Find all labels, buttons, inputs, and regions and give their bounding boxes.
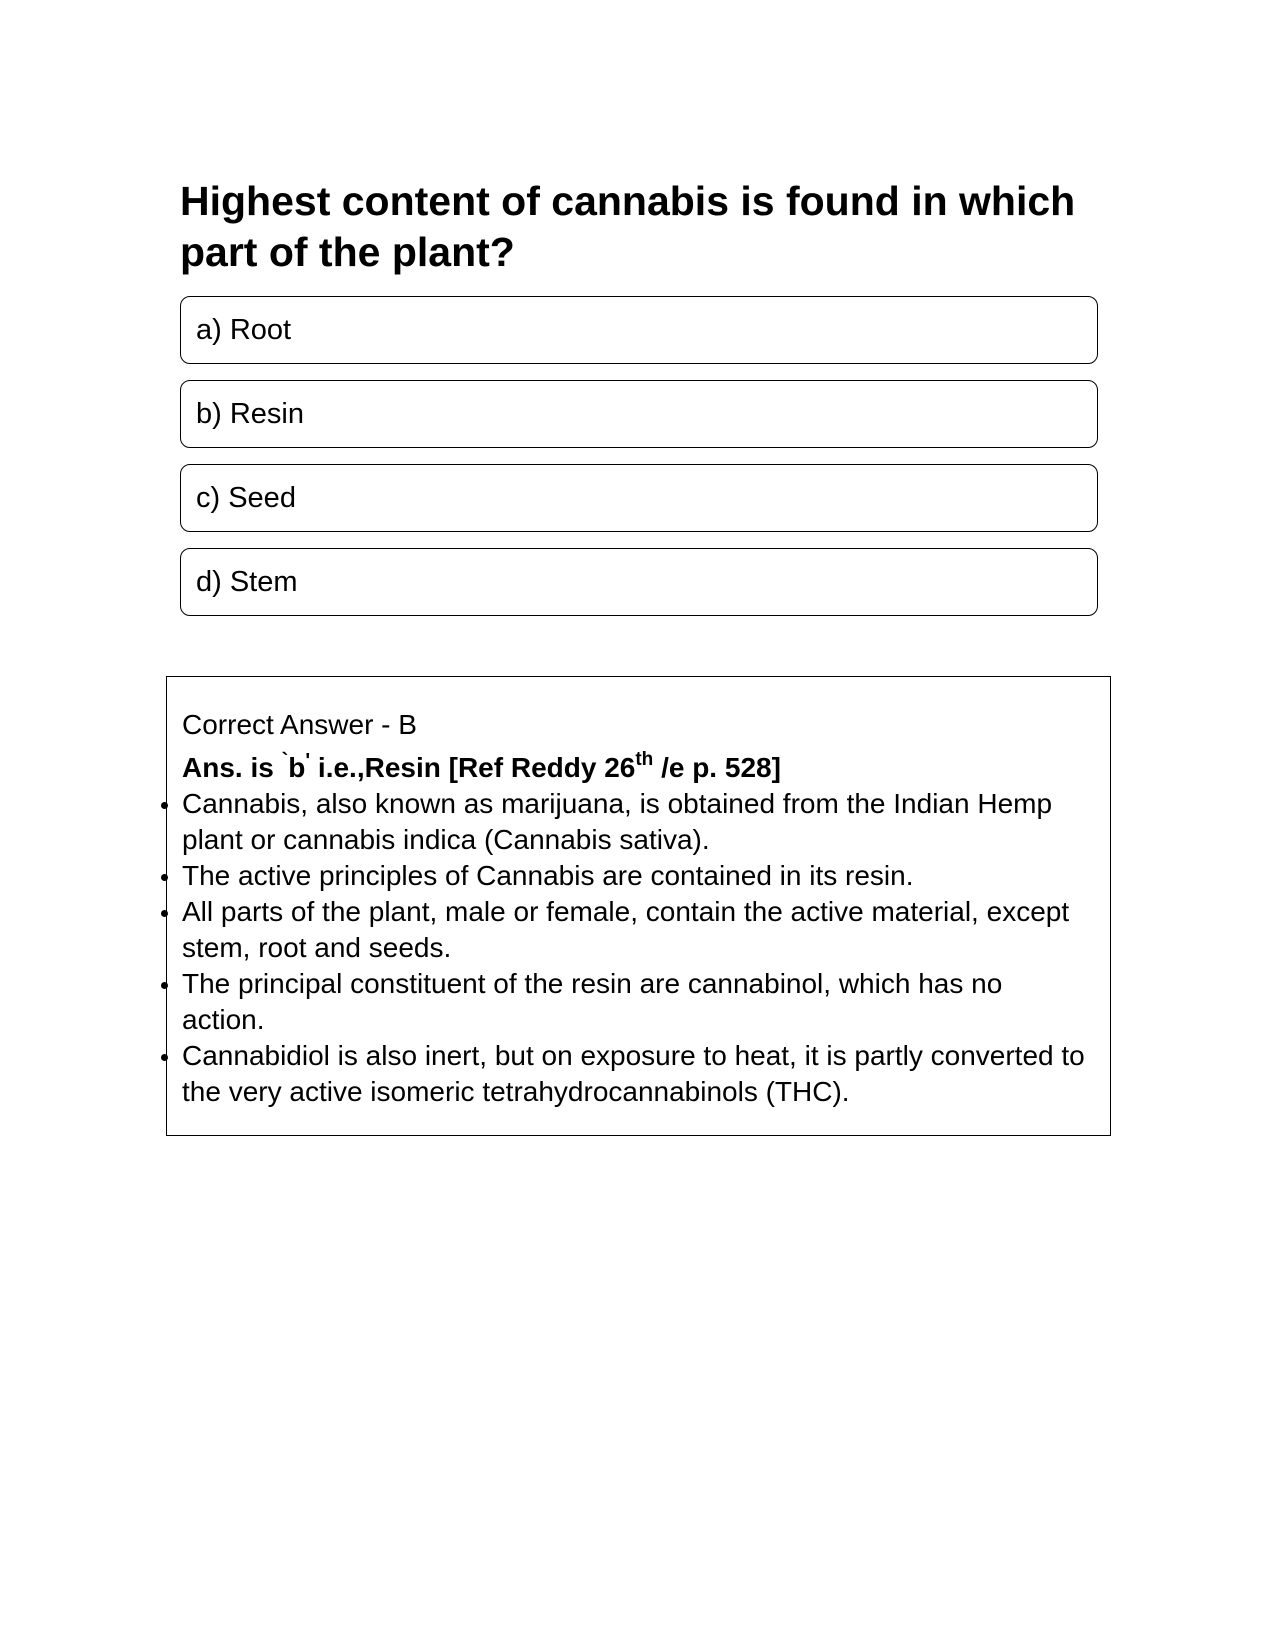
ref-suffix: /e p. 528] <box>653 752 781 783</box>
answer-reference <box>182 743 1090 786</box>
question-block <box>180 176 1100 632</box>
explanation-point: • Cannabidiol is also inert, but on exposure to heat, it is partly converted to the very active isomeric tetrahydrocannabinols (THC). <box>182 1038 1090 1110</box>
explanation-point: • The active principles of Cannabis are contained in its resin. <box>182 858 1090 894</box>
option-d[interactable]: d) Stem <box>180 548 1098 616</box>
explanation-point: • The principal constituent of the resin are cannabinol, which has no action. <box>182 966 1090 1038</box>
ref-letter: b <box>288 752 306 783</box>
option-a[interactable]: a) Root <box>180 296 1098 364</box>
question-title: Highest content of cannabis is found in which part of the plant? <box>180 178 1076 275</box>
ref-close-tick: ' <box>305 750 311 772</box>
explanation-point: • All parts of the plant, male or female, contain the active material, except stem, root and seeds. <box>182 894 1090 966</box>
ref-prefix: Ans. is <box>182 752 282 783</box>
answer-explanation-box <box>166 676 1111 1136</box>
ref-superscript: th <box>635 749 654 770</box>
explanation-point: • Cannabis, also known as marijuana, is obtained from the Indian Hemp plant or cannabis indica (Cannabis sativa). <box>182 786 1090 858</box>
correct-answer-line: Correct Answer - B <box>182 709 417 740</box>
ref-main: i.e.,Resin [Ref Reddy 26 <box>310 752 636 783</box>
option-b[interactable]: b) Resin <box>180 380 1098 448</box>
option-c[interactable]: c) Seed <box>180 464 1098 532</box>
explanation-list <box>182 786 1090 1110</box>
ref-open-tick: ` <box>281 750 289 772</box>
